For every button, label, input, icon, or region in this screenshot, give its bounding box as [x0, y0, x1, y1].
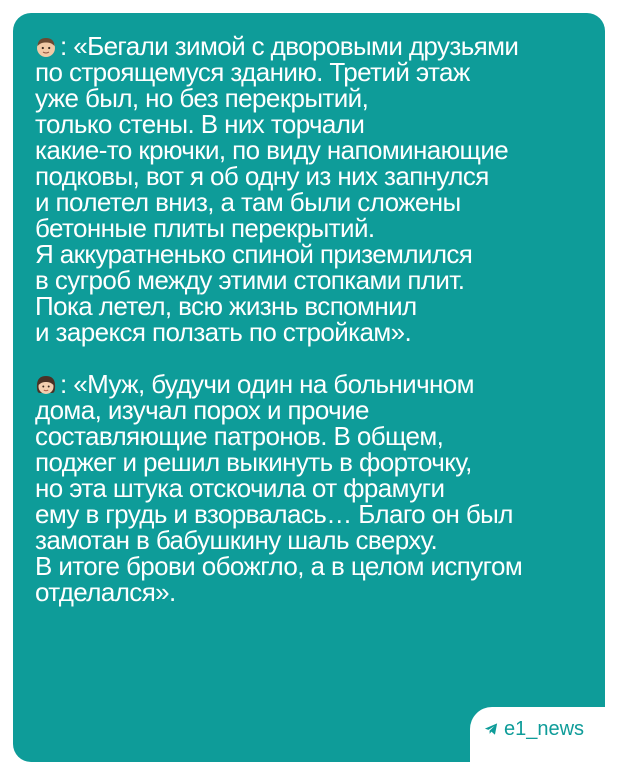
- story-line: но эта штука отскочила от фрамуги: [35, 473, 445, 503]
- story-line: и полетел вниз, а там были сложены: [35, 187, 461, 217]
- story-line: дома, изучал порох и прочие: [35, 395, 369, 425]
- source-label: e1_news: [504, 717, 585, 740]
- story-line: ему в грудь и взорвалась… Благо он был: [35, 499, 513, 529]
- story-line: : «Бегали зимой с дворовыми друзьями: [35, 33, 583, 59]
- story-line: уже был, но без перекрытий,: [35, 83, 369, 113]
- telegram-icon: [484, 722, 498, 736]
- man-emoji-icon: [35, 36, 57, 58]
- source-badge[interactable]: [472, 709, 592, 749]
- story-line: Пока летел, всю жизнь вспомнил: [35, 291, 417, 321]
- story-line: В итоге брови обожгло, а в целом испугом: [35, 551, 523, 581]
- story-2: [35, 371, 583, 605]
- story-card: [13, 13, 605, 762]
- story-line: Я аккуратненько спиной приземлился: [35, 239, 473, 269]
- story-line: подковы, вот я об одну из них запнулся: [35, 161, 489, 191]
- story-1: [35, 33, 583, 345]
- story-line: по строящемуся зданию. Третий этаж: [35, 57, 470, 87]
- woman-emoji-icon: [35, 374, 57, 396]
- story-line: замотан в бабушкину шаль сверху.: [35, 525, 438, 555]
- source-badge-notch: [470, 707, 605, 762]
- story-line: какие-то крючки, по виду напоминающие: [35, 135, 509, 165]
- story-line: только стены. В них торчали: [35, 109, 365, 139]
- story-line: поджег и решил выкинуть в форточку,: [35, 447, 472, 477]
- story-line: бетонные плиты перекрытий.: [35, 213, 375, 243]
- story-line: отделался».: [35, 577, 176, 607]
- story-line: : «Муж, будучи один на больничном: [35, 371, 583, 397]
- story-line: и зарекся ползать по стройкам».: [35, 317, 412, 347]
- story-line: составляющие патронов. В общем,: [35, 421, 444, 451]
- story-line: в сугроб между этими стопками плит.: [35, 265, 465, 295]
